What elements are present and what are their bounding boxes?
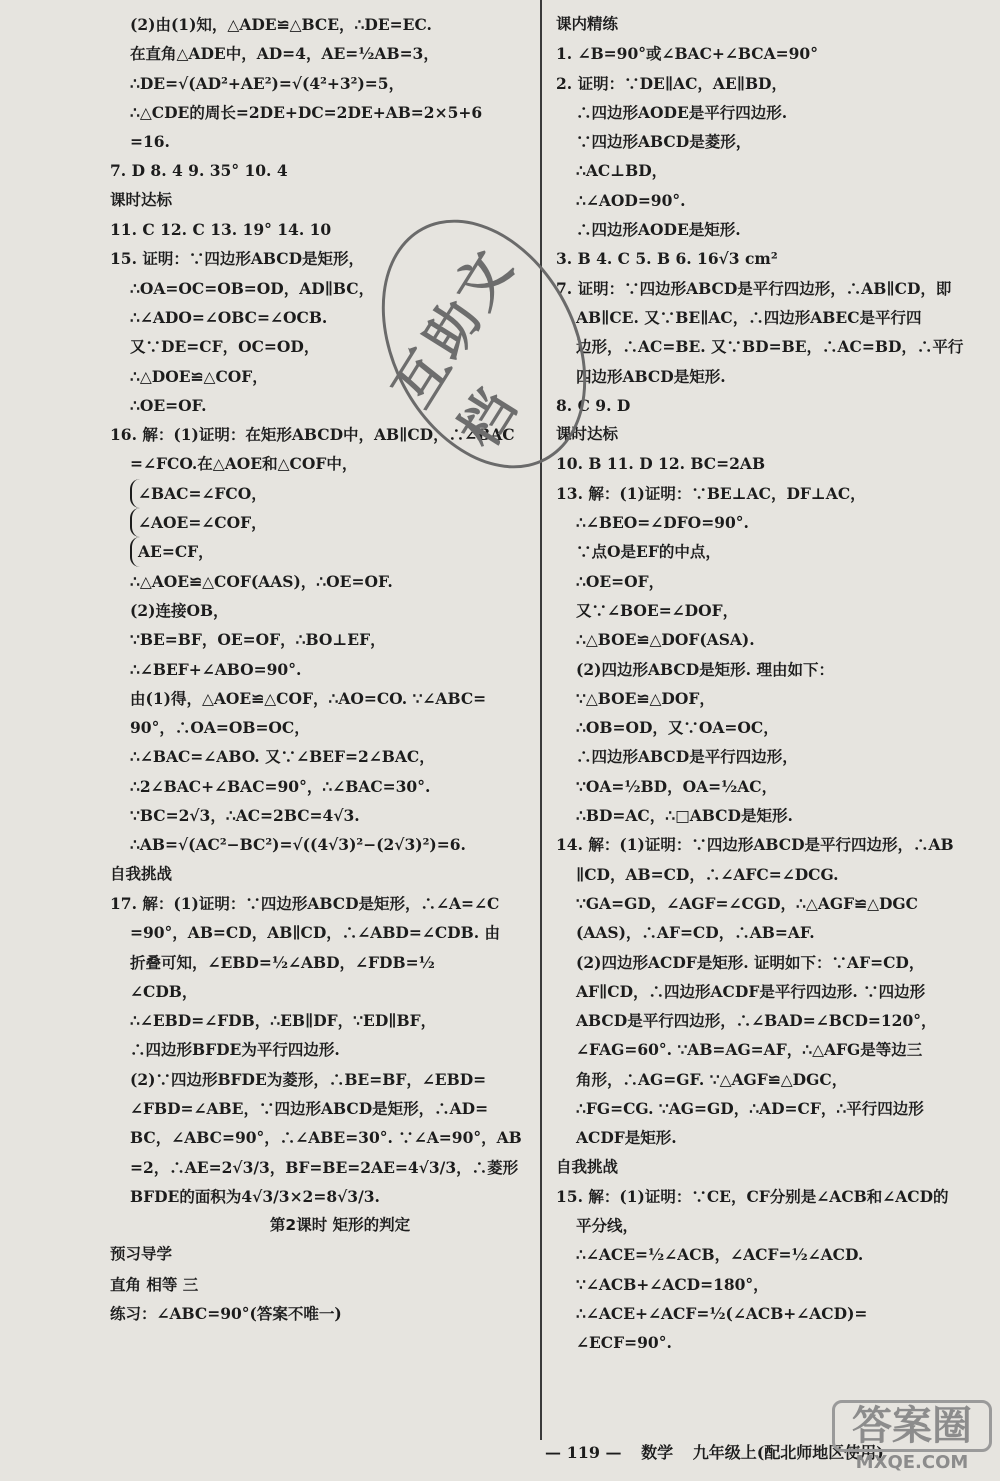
text-line: ∵BE=BF，OE=OF，∴BO⊥EF， — [130, 630, 386, 650]
text-line: 1. ∠B=90°或∠BAC+∠BCA=90° — [556, 44, 818, 64]
text-line: 13. 解：(1)证明：∵BE⊥AC，DF⊥AC， — [556, 483, 866, 503]
section-heading: 课时达标 — [110, 190, 173, 209]
right-column — [556, 10, 976, 1358]
text-line: ∵四边形ABCD是菱形， — [576, 132, 752, 152]
text-line: ∴∠ACE+∠ACF=½(∠ACB+∠ACD)= — [576, 1304, 868, 1324]
text-line: ∴OE=OF， — [576, 571, 665, 591]
text-line: =∠FCO.在△AOE和△COF中， — [130, 454, 358, 474]
text-line: 17. 解：(1)证明：∵四边形ABCD是矩形，∴∠A=∠C — [110, 893, 500, 913]
text-line: 又∵∠BOE=∠DOF， — [576, 600, 739, 620]
text-line: 3. B 4. C 5. B 6. 16√3 cm² — [556, 249, 778, 269]
left-column — [110, 10, 530, 1328]
text-line: ∴∠BEF+∠ABO=90°. — [130, 659, 302, 679]
text-line: ∴OB=OD，又∵OA=OC， — [576, 718, 779, 738]
text-line: ∴FG=CG. ∵AG=GD，∴AD=CF，∴平行四边形 — [576, 1098, 924, 1118]
section-heading: 自我挑战 — [556, 1157, 619, 1176]
text-line: 8. C 9. D — [556, 395, 631, 415]
text-line: ∠FBD=∠ABE，∵四边形ABCD是矩形，∴AD= — [130, 1098, 489, 1118]
text-line: (2)∵四边形BFDE为菱形，∴BE=BF，∠EBD= — [130, 1069, 487, 1089]
text-line: 由(1)得，△AOE≌△COF，∴AO=CO. ∵∠ABC= — [130, 688, 487, 708]
text-line: 16. 解：(1)证明：在矩形ABCD中，AB∥CD，∴∠BAC — [110, 425, 515, 445]
text-line: ∴DE=√(AD²+AE²)=√(4²+3²)=5， — [130, 73, 405, 93]
text-line: ∴四边形AODE是矩形. — [576, 220, 741, 240]
text-line: (2)由(1)知，△ADE≌△BCE，∴DE=EC. — [130, 15, 432, 34]
text-line: ∴∠AOD=90°. — [576, 190, 686, 210]
text-line: 15. 解：(1)证明：∵CE，CF分别是∠ACB和∠ACD的 — [556, 1186, 949, 1206]
text-line: ∴2∠BAC+∠BAC=90°，∴∠BAC=30°. — [130, 776, 431, 796]
text-line: ∴OE=OF. — [130, 395, 207, 415]
text-line: 15. 证明：∵四边形ABCD是矩形， — [110, 249, 365, 269]
text-line: 14. 解：(1)证明：∵四边形ABCD是平行四边形，∴AB — [556, 835, 954, 855]
text-line: 角形，∴AG=GF. ∵△AGF≌△DGC， — [576, 1069, 848, 1089]
text-line: 又∵DE=CF，OC=OD， — [130, 337, 320, 357]
text-line: ∵点O是EF的中点， — [576, 542, 721, 562]
text-line: 边形，∴AC=BE. 又∵BD=BE，∴AC=BD，∴平行 — [576, 337, 964, 357]
text-line: 7. 证明：∵四边形ABCD是平行四边形，∴AB∥CD，即 — [556, 278, 952, 298]
text-line: 10. B 11. D 12. BC=2AB — [556, 454, 766, 474]
text-line: (AAS)，∴AF=CD，∴AB=AF. — [576, 923, 815, 943]
text-line: BFDE的面积为4√3/3×2=8√3/3. — [130, 1186, 380, 1206]
text-line: 11. C 12. C 13. 19° 14. 10 — [110, 220, 332, 240]
text-line: (2)连接OB， — [130, 600, 229, 620]
text-line: ∠FAG=60°. ∵AB=AG=AF，∴△AFG是等边三 — [576, 1040, 923, 1060]
text-line: 直角 相等 三 — [110, 1274, 199, 1294]
text-line: 练习：∠ABC=90°(答案不唯一) — [110, 1304, 342, 1324]
text-line: ∵BC=2√3，∴AC=2BC=4√3. — [130, 806, 360, 826]
text-line: AB∥CE. 又∵BE∥AC，∴四边形ABEC是平行四 — [576, 307, 922, 327]
text-line: ∴四边形AODE是平行四边形. — [576, 102, 788, 122]
text-line: ∴四边形ABCD是平行四边形， — [576, 747, 798, 767]
text-line: 四边形ABCD是矩形. — [576, 366, 726, 386]
text-line: ∴△CDE的周长=2DE+DC=2DE+AB=2×5+6 — [130, 102, 483, 122]
text-line: ∴△AOE≌△COF(AAS)，∴OE=OF. — [130, 571, 393, 591]
text-line: ∠ECF=90°. — [576, 1333, 672, 1353]
column-divider — [540, 0, 542, 1440]
text-line: (2)四边形ACDF是矩形. 证明如下：∵AF=CD， — [576, 952, 925, 972]
text-line: ACDF是矩形. — [576, 1128, 677, 1148]
text-line: 平分线， — [576, 1216, 639, 1236]
subject-label: 数学 — [641, 1443, 674, 1462]
text-line: ∴AC⊥BD， — [576, 161, 668, 181]
text-line: AF∥CD，∴四边形ACDF是平行四边形. ∵四边形 — [576, 981, 926, 1001]
text-line: (2)四边形ABCD是矩形. 理由如下： — [576, 659, 834, 679]
text-line: ∴△BOE≌△DOF(ASA). — [576, 630, 755, 650]
stamp-text: 互助文档 — [380, 236, 531, 459]
section-heading: 课内精练 — [556, 15, 619, 33]
text-line: ∵GA=GD，∠AGF=∠CGD，∴△AGF≌△DGC — [576, 893, 919, 913]
text-line: ∴BD=AC，∴□ABCD是矩形. — [576, 806, 793, 826]
text-line: ∴∠ADO=∠OBC=∠OCB. — [130, 307, 328, 327]
section-heading: 课时达标 — [556, 425, 619, 444]
text-line: BC，∠ABC=90°，∴∠ABE=30°. ∵∠A=90°，AB — [130, 1128, 522, 1148]
text-line: =90°，AB=CD，AB∥CD，∴∠ABD=∠CDB. 由 — [130, 923, 501, 943]
text-line: AE=CF， — [130, 537, 530, 566]
text-line: ∠CDB， — [130, 981, 198, 1001]
text-line: ∵OA=½BD，OA=½AC， — [576, 776, 778, 796]
watermark-logo-text: 答案圈 — [832, 1400, 992, 1452]
text-line: =2，∴AE=2√3/3，BF=BE=2AE=4√3/3，∴菱形 — [130, 1157, 519, 1177]
text-line: ∴∠BAC=∠ABO. 又∵∠BEF=2∠BAC， — [130, 747, 435, 767]
text-line: 7. D 8. 4 9. 35° 10. 4 — [110, 161, 288, 181]
text-line: ABCD是平行四边形，∴∠BAD=∠BCD=120°， — [576, 1011, 937, 1031]
section-heading: 自我挑战 — [110, 864, 173, 883]
text-line: ∴四边形BFDE为平行四边形. — [130, 1040, 340, 1060]
text-line: ∥CD，AB=CD，∴∠AFC=∠DCG. — [576, 864, 839, 884]
text-line: 折叠可知，∠EBD=½∠ABD，∠FDB=½ — [130, 952, 435, 972]
section-heading: 预习导学 — [110, 1245, 173, 1264]
text-line: ∴∠EBD=∠FDB，∴EB∥DF，∵ED∥BF， — [130, 1011, 437, 1031]
text-line: ∵∠ACB+∠ACD=180°， — [576, 1274, 769, 1294]
text-line: ∠AOE=∠COF， — [130, 508, 530, 537]
text-line: ∠BAC=∠FCO， — [130, 479, 530, 508]
text-line: ∴AB=√(AC²−BC²)=√((4√3)²−(2√3)²)=6. — [130, 835, 466, 855]
text-line: ∵△BOE≌△DOF， — [576, 688, 715, 708]
watermark-logo — [832, 1400, 992, 1472]
text-line: 2. 证明：∵DE∥AC，AE∥BD， — [556, 73, 787, 93]
text-line: 90°，∴OA=OB=OC， — [130, 718, 310, 738]
watermark-url: MXQE.COM — [855, 1452, 969, 1473]
text-line: ∴∠BEO=∠DFO=90°. — [576, 513, 749, 533]
text-line: ∴△DOE≌△COF， — [130, 366, 268, 386]
section-heading: 第2课时 矩形的判定 — [269, 1216, 411, 1235]
text-line: =16. — [130, 132, 170, 152]
page-number: — 119 — — [545, 1443, 622, 1462]
grade-label: 九年级上(配北师地区使用) — [692, 1443, 884, 1462]
text-line: 在直角△ADE中，AD=4，AE=½AB=3， — [130, 44, 439, 64]
text-line: ∴OA=OC=OB=OD，AD∥BC， — [130, 278, 375, 298]
text-line: ∴∠ACE=½∠ACB，∠ACF=½∠ACD. — [576, 1245, 864, 1265]
